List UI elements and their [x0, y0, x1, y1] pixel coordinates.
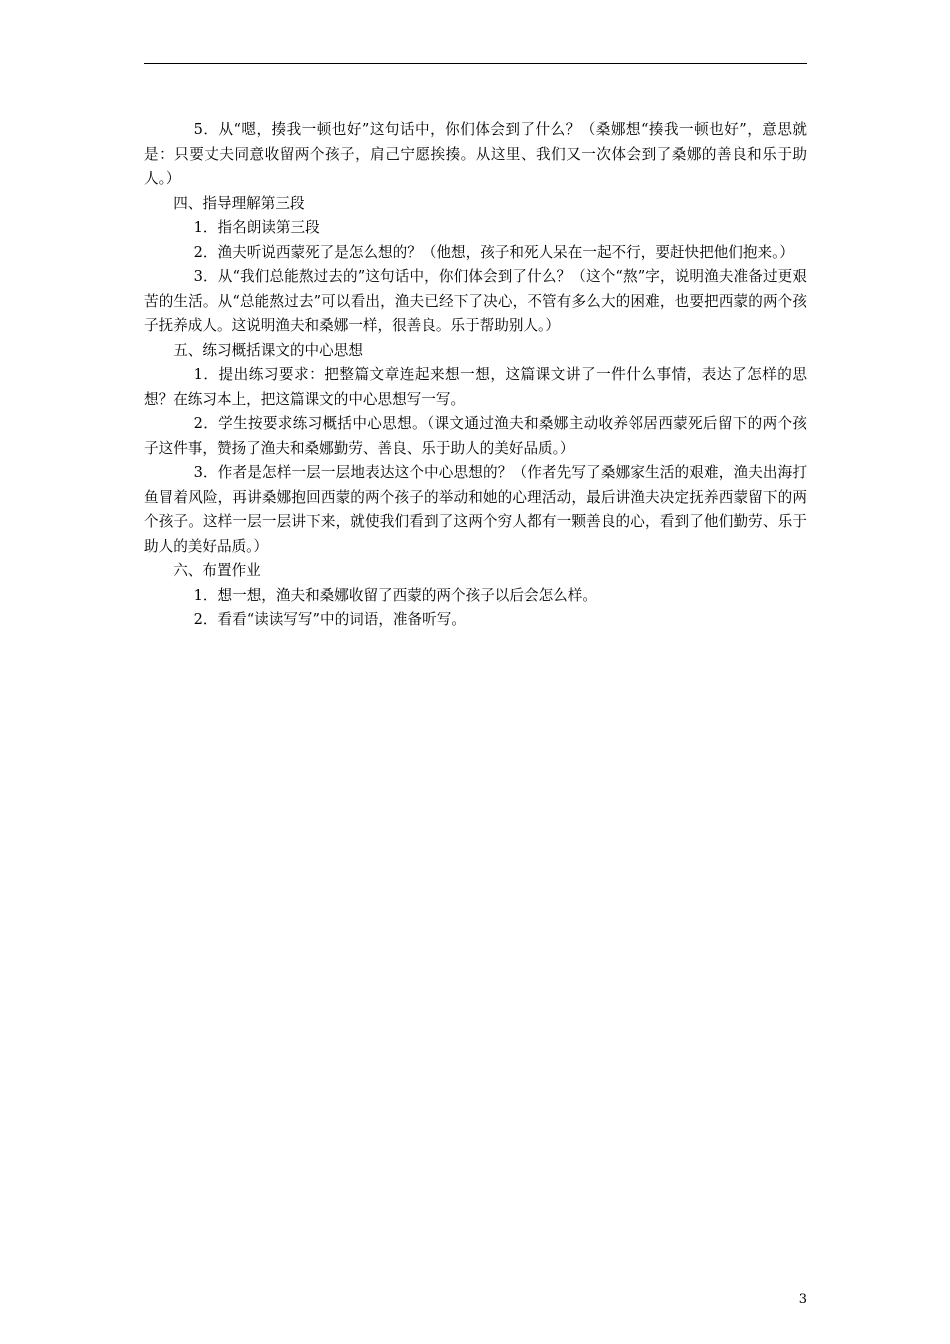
- paragraph: 1．想一想，渔夫和桑娜收留了西蒙的两个孩子以后会怎么样。: [193, 586, 597, 604]
- document-body: [144, 118, 807, 633]
- paragraph: 3．从“我们总能熬过去的”这句话中，你们体会到了什么？（这个“熬”字，说明渔夫准备过更艰苦的生活。从“总能熬过去”可以看出，渔夫已经下了决心，不管有多么大的困难，也要把西蒙的两个孩子抚养成人。这说明渔夫和桑娜一样，很善良。乐于帮助别人。）: [144, 268, 807, 334]
- section-heading: 五、练习概括课文的中心思想: [173, 341, 363, 359]
- paragraph: 1．提出练习要求：把整篇文章连起来想一想，这篇课文讲了一件什么事情，表达了怎样的思想？在练习本上，把这篇课文的中心思想写一写。: [144, 366, 807, 408]
- page-number: 3: [798, 1292, 807, 1307]
- header-rule: [144, 63, 807, 64]
- paragraph: 2．渔夫听说西蒙死了是怎么想的？（他想，孩子和死人呆在一起不行，要赶快把他们抱来。）: [193, 243, 794, 261]
- paragraph: 1．指名朗读第三段: [193, 219, 320, 236]
- section-heading: 四、指导理解第三段: [173, 194, 305, 212]
- paragraph: 5．从“嗯，揍我一顿也好”这句话中，你们体会到了什么？（桑娜想“揍我一顿也好”，意思就是：只要丈夫同意收留两个孩子，肩己宁愿挨揍。从这里、我们又一次体会到了桑娜的善良和乐于助人。）: [144, 121, 807, 187]
- paragraph: 3．作者是怎样一层一层地表达这个中心思想的？（作者先写了桑娜家生活的艰难，渔夫出海打鱼冒着风险，再讲桑娜抱回西蒙的两个孩子的举动和她的心理活动，最后讲渔夫决定抚养西蒙留下的两个孩子。这样一层一层讲下来，就使我们看到了这两个穷人都有一颗善良的心，看到了他们勤劳、乐于助人的美好品质。）: [144, 464, 807, 555]
- section-heading: 六、布置作业: [173, 562, 261, 579]
- paragraph: 2．学生按要求练习概括中心思想。（课文通过渔夫和桑娜主动收养邻居西蒙死后留下的两个孩子这件事，赞扬了渔夫和桑娜勤劳、善良、乐于助人的美好品质。）: [144, 415, 807, 457]
- paragraph: 2．看看“读读写写”中的词语，准备听写。: [193, 611, 466, 628]
